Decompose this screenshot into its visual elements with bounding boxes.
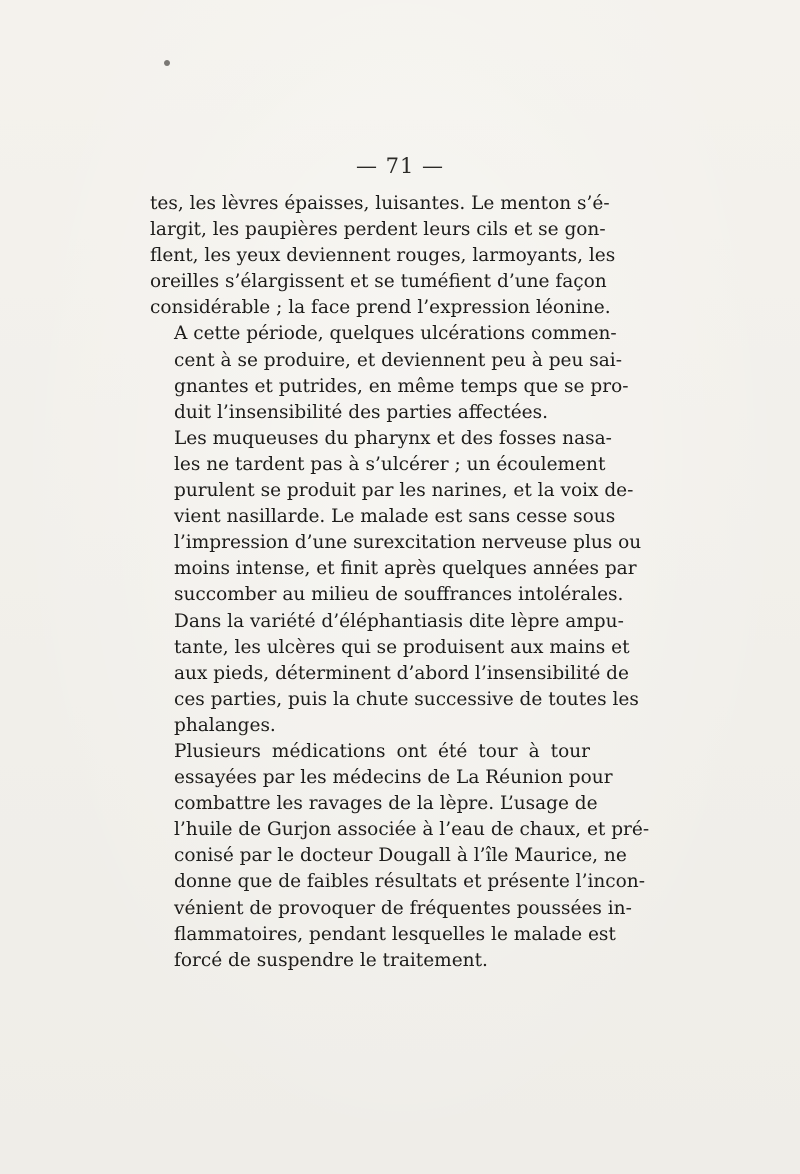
text-line: combattre les ravages de la lèpre. L’usage de [174, 793, 598, 815]
text-line: forcé de suspendre le traitement. [174, 949, 488, 971]
text-line: moins intense, et finit après quelques années par [174, 558, 637, 580]
text-line: donne que de faibles résultats et présente l’incon- [174, 871, 645, 893]
text-line: cent à se produire, et deviennent peu à peu sai- [174, 349, 622, 371]
text-line: essayées par les médecins de La Réunion pour [174, 767, 613, 789]
text-line: vient nasillarde. Le malade est sans cesse sous [174, 506, 616, 528]
paragraph [150, 191, 616, 321]
text-line: l’impression d’une surexcitation nerveuse plus ou [174, 532, 642, 554]
text-line: l’huile de Gurjon associée à l’eau de chaux, et pré- [174, 819, 650, 841]
text-line: ces parties, puis la chute successive de toutes les [174, 688, 639, 710]
text-line: Dans la variété d’éléphantiasis dite lèpre ampu- [174, 610, 624, 632]
text-line: aux pieds, déterminent d’abord l’insensibilité de [174, 662, 629, 684]
ink-speck [164, 60, 170, 66]
text-line: largit, les paupières perdent leurs cils et se gon- [150, 219, 606, 241]
text-line: succomber au milieu de souffrances intolérales. [174, 584, 624, 606]
text-line: les ne tardent pas à s’ulcérer ; un écoulement [174, 453, 606, 475]
text-line: Les muqueuses du pharynx et des fosses nasa- [174, 427, 612, 449]
text-line: gnantes et putrides, en même temps que se pro- [174, 375, 629, 397]
paragraph [150, 739, 650, 974]
body-text [150, 191, 650, 974]
text-line: considérable ; la face prend l’expression léonine. [150, 297, 611, 319]
text-line: vénient de provoquer de fréquentes poussées in- [174, 897, 632, 919]
paragraph [150, 321, 629, 425]
text-line: tante, les ulcères qui se produisent aux mains et [174, 636, 630, 658]
page-number: — 71 — [355, 154, 445, 178]
text-line: flammatoires, pendant lesquelles le malade est [174, 923, 616, 945]
text-line: duit l’insensibilité des parties affectées. [174, 401, 548, 423]
text-line: flent, les yeux deviennent rouges, larmoyants, les [150, 245, 616, 267]
text-line: A cette période, quelques ulcérations commen- [174, 323, 617, 345]
text-line: phalanges. [174, 714, 276, 736]
text-line: Plusieurs médications ont été tour à tour [174, 740, 590, 762]
text-line: conisé par le docteur Dougall à l’île Maurice, ne [174, 845, 627, 867]
text-line: oreilles s’élargissent et se tuméfient d’une façon [150, 271, 607, 293]
paragraph [150, 426, 642, 739]
text-line: purulent se produit par les narines, et la voix de- [174, 480, 634, 502]
text-line: tes, les lèvres épaisses, luisantes. Le menton s’é- [150, 193, 610, 214]
